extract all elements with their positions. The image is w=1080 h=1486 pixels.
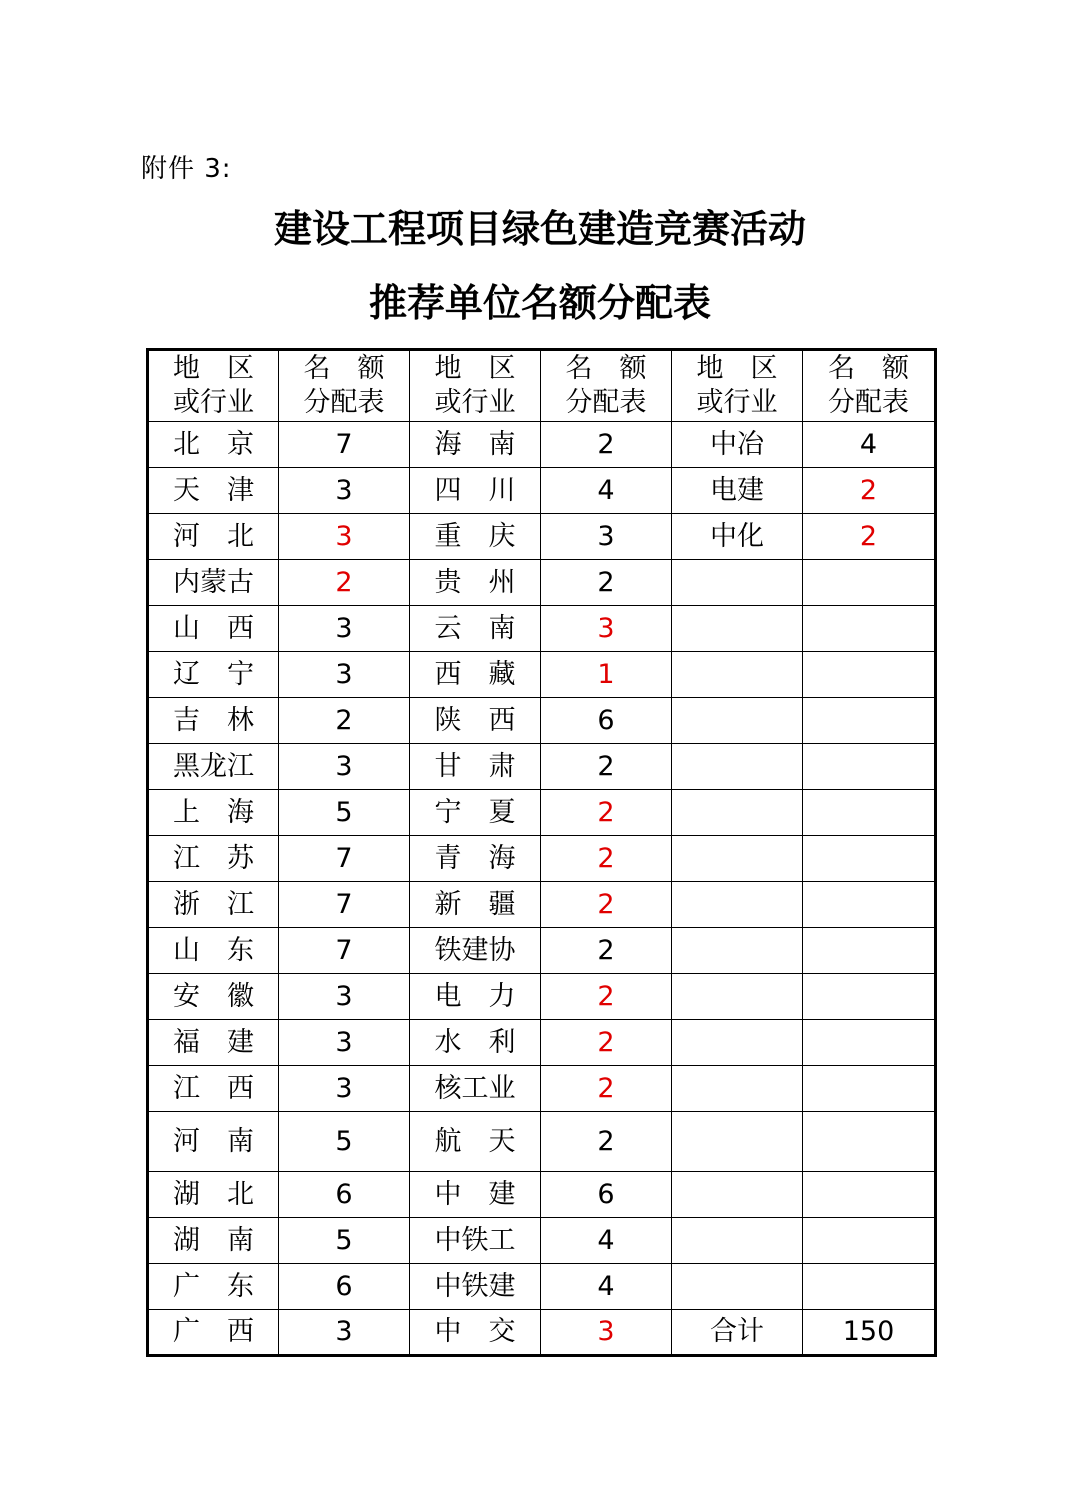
document-title-line2: 推荐单位名额分配表 <box>368 281 711 325</box>
region-name-cell <box>148 1020 279 1066</box>
table-row <box>148 928 936 974</box>
region-name: 中铁建 <box>434 1270 516 1302</box>
quota-value-cell <box>279 698 410 744</box>
header-quota-line2: 分配表 <box>565 387 647 418</box>
quota-value-cell <box>541 1264 672 1310</box>
quota-value-cell <box>541 1066 672 1112</box>
region-name-cell <box>410 744 541 790</box>
region-name: 核工业 <box>434 1072 516 1104</box>
region-name: 电建 <box>710 474 764 506</box>
region-name-cell <box>672 1310 803 1356</box>
region-name: 江 西 <box>173 1072 254 1104</box>
region-name-cell <box>148 468 279 514</box>
quota-value: 3 <box>335 1072 353 1104</box>
region-name-cell <box>410 1112 541 1172</box>
quota-value: 3 <box>335 1316 353 1347</box>
quota-value-cell <box>541 652 672 698</box>
quota-value: 150 <box>842 1316 895 1347</box>
quota-value-cell <box>279 1218 410 1264</box>
quota-value-cell <box>803 560 936 606</box>
region-name: 广 西 <box>173 1316 254 1347</box>
region-name-cell <box>410 652 541 698</box>
quota-value: 2 <box>597 934 615 966</box>
quota-value: 3 <box>597 1316 615 1347</box>
quota-value-cell <box>279 882 410 928</box>
quota-value-cell <box>541 928 672 974</box>
quota-value-cell <box>541 882 672 928</box>
region-name-cell <box>672 1264 803 1310</box>
quota-value-cell <box>279 652 410 698</box>
quota-value-cell <box>279 514 410 560</box>
header-quota-line1: 名 额 <box>828 353 909 384</box>
document-title-line1: 建设工程项目绿色建造竞赛活动 <box>273 207 806 251</box>
region-name: 中化 <box>710 520 764 552</box>
region-name-cell <box>148 928 279 974</box>
quota-value: 4 <box>597 1270 615 1302</box>
quota-value-cell <box>803 928 936 974</box>
quota-value-cell <box>803 468 936 514</box>
quota-value-cell <box>541 698 672 744</box>
region-name-cell <box>148 1112 279 1172</box>
region-name-cell <box>672 928 803 974</box>
region-name-cell <box>410 1020 541 1066</box>
header-quota-line2: 分配表 <box>303 387 385 418</box>
header-region-line2: 或行业 <box>434 387 516 418</box>
region-name-cell <box>410 790 541 836</box>
quota-value: 2 <box>597 796 615 828</box>
quota-value: 5 <box>335 796 353 828</box>
region-name-cell <box>148 1264 279 1310</box>
region-name: 重 庆 <box>434 520 516 552</box>
region-name-cell <box>672 468 803 514</box>
quota-value-cell <box>803 1112 936 1172</box>
region-name: 海 南 <box>434 428 516 460</box>
quota-value: 2 <box>597 1072 615 1104</box>
quota-value-cell <box>541 1310 672 1356</box>
quota-value-cell <box>279 836 410 882</box>
region-name: 山 东 <box>173 934 254 966</box>
header-region-cell <box>410 350 541 422</box>
region-name-cell <box>148 974 279 1020</box>
quota-value-cell <box>803 974 936 1020</box>
region-name-cell <box>148 1066 279 1112</box>
region-name-cell <box>148 1218 279 1264</box>
region-name-cell <box>410 1264 541 1310</box>
quota-value-cell <box>279 1020 410 1066</box>
quota-value-cell <box>541 1112 672 1172</box>
quota-value-cell <box>541 422 672 468</box>
region-name-cell <box>410 422 541 468</box>
table-header-row <box>148 350 936 422</box>
region-name-cell <box>410 1218 541 1264</box>
region-name-cell <box>672 606 803 652</box>
quota-value: 5 <box>335 1224 353 1256</box>
quota-value: 2 <box>597 980 615 1012</box>
quota-value: 5 <box>335 1125 353 1157</box>
region-name-cell <box>148 652 279 698</box>
region-name: 宁 夏 <box>434 796 516 828</box>
quota-value: 7 <box>335 842 353 874</box>
quota-value-cell <box>803 836 936 882</box>
quota-value-cell <box>279 422 410 468</box>
region-name-cell <box>672 1020 803 1066</box>
region-name-cell <box>148 836 279 882</box>
quota-value: 2 <box>597 888 615 920</box>
quota-value-cell <box>541 468 672 514</box>
quota-value: 2 <box>597 566 615 598</box>
quota-value: 4 <box>597 1224 615 1256</box>
region-name-cell <box>672 560 803 606</box>
region-name-cell <box>148 744 279 790</box>
region-name-cell <box>410 468 541 514</box>
quota-value: 6 <box>335 1270 353 1302</box>
table-row <box>148 468 936 514</box>
region-name-cell <box>672 1066 803 1112</box>
quota-value: 6 <box>597 1178 615 1210</box>
region-name: 湖 南 <box>173 1224 254 1256</box>
region-name-cell <box>148 514 279 560</box>
region-name: 水 利 <box>434 1026 516 1058</box>
region-name-cell <box>410 928 541 974</box>
region-name-cell <box>410 1172 541 1218</box>
table-row <box>148 1310 936 1356</box>
quota-value-cell <box>541 560 672 606</box>
quota-value-cell <box>279 974 410 1020</box>
region-name-cell <box>410 836 541 882</box>
region-name-cell <box>672 1172 803 1218</box>
region-name-cell <box>672 1112 803 1172</box>
region-name-cell <box>672 974 803 1020</box>
quota-value-cell <box>279 744 410 790</box>
region-name-cell <box>410 974 541 1020</box>
quota-value: 2 <box>859 474 878 506</box>
quota-value-cell <box>541 836 672 882</box>
header-quota-cell <box>279 350 410 422</box>
quota-value: 1 <box>597 658 615 690</box>
header-region-line2: 或行业 <box>173 387 254 418</box>
region-name: 新 疆 <box>434 888 516 920</box>
region-name: 内蒙古 <box>173 566 254 598</box>
region-name: 电 力 <box>434 980 516 1012</box>
region-name-cell <box>672 652 803 698</box>
quota-value: 3 <box>335 520 353 552</box>
region-name: 河 南 <box>173 1125 254 1157</box>
region-name: 山 西 <box>173 612 254 644</box>
region-name: 福 建 <box>173 1026 254 1058</box>
quota-value: 7 <box>335 888 353 920</box>
quota-value-cell <box>279 606 410 652</box>
region-name: 甘 肃 <box>434 750 516 782</box>
quota-value: 3 <box>335 612 353 644</box>
region-name-cell <box>148 1310 279 1356</box>
quota-value: 3 <box>335 474 353 506</box>
region-name-cell <box>410 698 541 744</box>
region-name: 安 徽 <box>173 980 254 1012</box>
region-name: 西 藏 <box>434 658 516 690</box>
region-name-cell <box>672 698 803 744</box>
quota-value: 3 <box>597 612 615 644</box>
region-name-cell <box>410 1066 541 1112</box>
region-name: 云 南 <box>434 612 516 644</box>
quota-value-cell <box>803 744 936 790</box>
quota-value-cell <box>279 1112 410 1172</box>
quota-value-cell <box>803 1066 936 1112</box>
region-name-cell <box>672 514 803 560</box>
region-name-cell <box>410 882 541 928</box>
region-name-cell <box>410 560 541 606</box>
header-region-line1: 地 区 <box>173 353 254 384</box>
region-name-cell <box>148 560 279 606</box>
quota-value: 3 <box>335 980 353 1012</box>
attachment-label: 附件 3: <box>141 154 232 184</box>
table-row <box>148 836 936 882</box>
quota-value: 7 <box>335 428 353 460</box>
quota-value-cell <box>803 652 936 698</box>
region-name: 贵 州 <box>434 566 516 598</box>
region-name-cell <box>148 606 279 652</box>
region-name: 吉 林 <box>173 704 254 736</box>
header-quota-cell <box>541 350 672 422</box>
quota-value-cell <box>803 790 936 836</box>
table-row <box>148 790 936 836</box>
quota-value-cell <box>279 790 410 836</box>
quota-value: 3 <box>335 1026 353 1058</box>
quota-value-cell <box>803 1264 936 1310</box>
region-name-cell <box>410 606 541 652</box>
header-quota-cell <box>803 350 936 422</box>
table-row <box>148 652 936 698</box>
quota-value-cell <box>803 1218 936 1264</box>
region-name-cell <box>672 422 803 468</box>
quota-value: 2 <box>597 842 615 874</box>
quota-value-cell <box>803 1172 936 1218</box>
table-row <box>148 1112 936 1172</box>
table-row <box>148 422 936 468</box>
region-name: 铁建协 <box>434 934 516 966</box>
table-row <box>148 606 936 652</box>
region-name: 浙 江 <box>173 888 254 920</box>
header-region-cell <box>672 350 803 422</box>
header-quota-line1: 名 额 <box>565 353 647 384</box>
table-row <box>148 1172 936 1218</box>
quota-value-cell <box>279 1310 410 1356</box>
quota-value-cell <box>803 514 936 560</box>
quota-value: 2 <box>859 520 878 552</box>
table-row <box>148 882 936 928</box>
quota-value: 4 <box>597 474 615 506</box>
region-name: 湖 北 <box>173 1178 254 1210</box>
region-name-cell <box>148 1172 279 1218</box>
region-name: 北 京 <box>173 428 254 460</box>
quota-value-cell <box>279 560 410 606</box>
table-row <box>148 1020 936 1066</box>
region-name-cell <box>672 790 803 836</box>
region-name: 中 建 <box>434 1178 516 1210</box>
table-row <box>148 1066 936 1112</box>
region-name: 青 海 <box>434 842 516 874</box>
region-name: 中铁工 <box>434 1224 516 1256</box>
quota-value: 3 <box>335 750 353 782</box>
region-name: 天 津 <box>173 474 254 506</box>
region-name-cell <box>672 744 803 790</box>
quota-value: 2 <box>597 1125 615 1157</box>
region-name: 黑龙江 <box>173 750 254 782</box>
quota-value-cell <box>803 698 936 744</box>
quota-value-cell <box>279 1172 410 1218</box>
quota-allocation-table <box>146 348 937 1357</box>
quota-value-cell <box>279 468 410 514</box>
quota-value-cell <box>803 606 936 652</box>
quota-value: 2 <box>335 566 353 598</box>
region-name: 合计 <box>710 1316 764 1347</box>
region-name: 陕 西 <box>434 704 516 736</box>
header-region-line1: 地 区 <box>434 353 516 384</box>
quota-value: 6 <box>597 704 615 736</box>
header-quota-line1: 名 额 <box>303 353 385 384</box>
quota-value: 3 <box>597 520 615 552</box>
region-name: 广 东 <box>173 1270 254 1302</box>
region-name-cell <box>148 422 279 468</box>
quota-value-cell <box>279 1264 410 1310</box>
region-name: 航 天 <box>434 1125 516 1157</box>
quota-value: 3 <box>335 658 353 690</box>
quota-value-cell <box>541 974 672 1020</box>
region-name-cell <box>148 698 279 744</box>
quota-value: 7 <box>335 934 353 966</box>
quota-value-cell <box>541 744 672 790</box>
quota-value-cell <box>541 1020 672 1066</box>
table-row <box>148 560 936 606</box>
region-name: 辽 宁 <box>173 658 254 690</box>
quota-value-cell <box>541 514 672 560</box>
region-name-cell <box>672 882 803 928</box>
region-name: 四 川 <box>434 474 516 506</box>
region-name-cell <box>410 1310 541 1356</box>
quota-value-cell <box>279 928 410 974</box>
region-name-cell <box>148 790 279 836</box>
table-row <box>148 744 936 790</box>
header-region-line2: 或行业 <box>696 387 778 418</box>
quota-value: 2 <box>597 750 615 782</box>
quota-value: 2 <box>597 428 615 460</box>
header-region-line1: 地 区 <box>696 353 778 384</box>
quota-value-cell <box>279 1066 410 1112</box>
quota-value: 2 <box>597 1026 615 1058</box>
quota-value-cell <box>803 422 936 468</box>
quota-value-cell <box>541 790 672 836</box>
region-name-cell <box>410 514 541 560</box>
table-row <box>148 1264 936 1310</box>
table-row <box>148 1218 936 1264</box>
quota-value-cell <box>803 1310 936 1356</box>
table-row <box>148 698 936 744</box>
quota-value: 6 <box>335 1178 353 1210</box>
region-name: 中 交 <box>434 1316 516 1347</box>
quota-value-cell <box>803 1020 936 1066</box>
table-row <box>148 974 936 1020</box>
quota-value: 2 <box>335 704 353 736</box>
region-name: 中冶 <box>710 428 764 460</box>
header-region-cell <box>148 350 279 422</box>
quota-value-cell <box>541 1218 672 1264</box>
region-name-cell <box>672 836 803 882</box>
quota-value-cell <box>803 882 936 928</box>
quota-value-cell <box>541 1172 672 1218</box>
region-name-cell <box>148 882 279 928</box>
region-name: 上 海 <box>173 796 254 828</box>
region-name: 河 北 <box>173 520 254 552</box>
table-row <box>148 514 936 560</box>
region-name-cell <box>672 1218 803 1264</box>
quota-value: 4 <box>859 428 878 460</box>
quota-value-cell <box>541 606 672 652</box>
region-name: 江 苏 <box>173 842 254 874</box>
header-quota-line2: 分配表 <box>828 387 909 418</box>
